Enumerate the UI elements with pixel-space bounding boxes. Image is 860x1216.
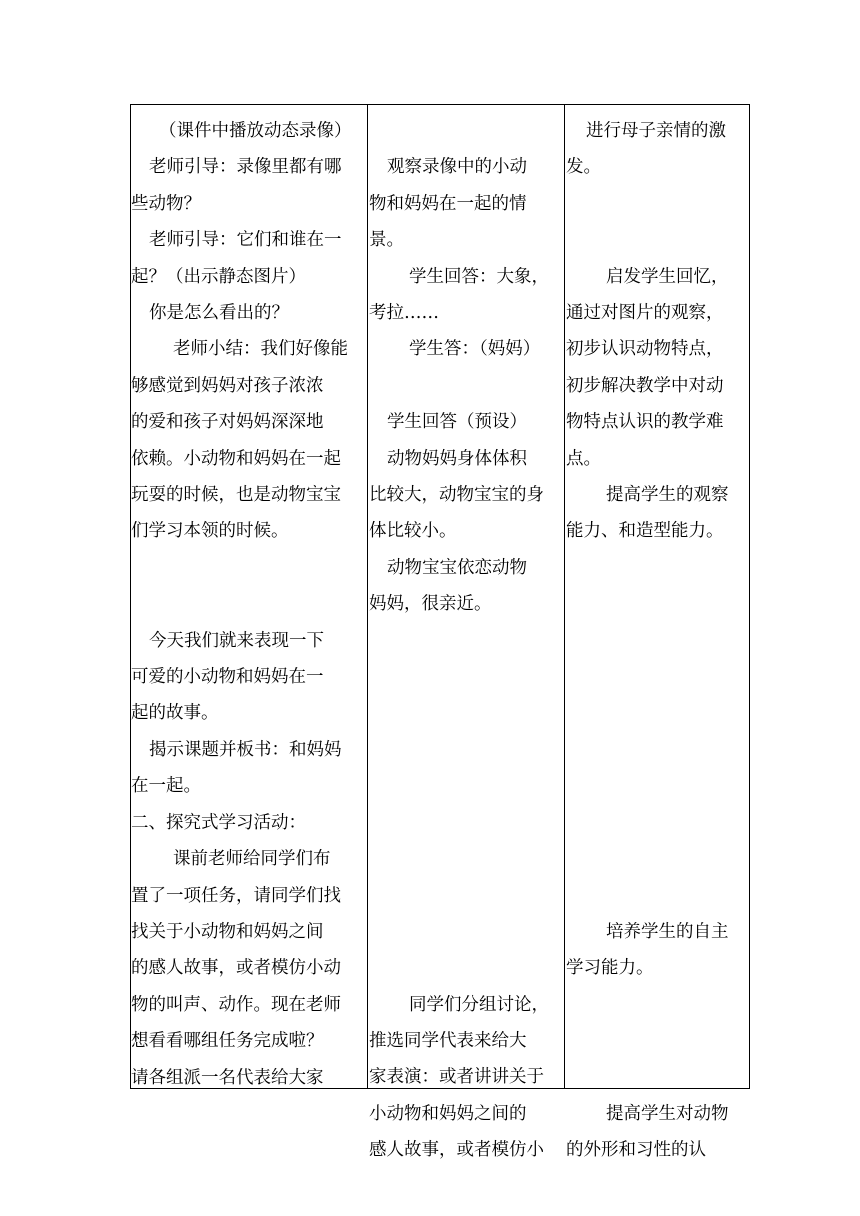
- text-line: 玩耍的时候，也是动物宝宝: [131, 485, 341, 506]
- design-intent-column: [566, 113, 748, 1169]
- text-line: 老师小结：我们好像能: [173, 339, 348, 360]
- text-line: 家表演：或者讲讲关于: [369, 1067, 544, 1088]
- text-line: 们学习本领的时候。: [131, 521, 289, 542]
- text-line: 起的故事。: [131, 703, 219, 724]
- text-line: 的感人故事，或者模仿小动: [131, 958, 341, 979]
- text-line: 学生回答（预设）: [387, 412, 527, 433]
- text-line: 初步认识动物特点，: [566, 339, 724, 360]
- text-line: 发。: [566, 157, 601, 178]
- text-line: 动物宝宝依恋动物: [387, 557, 527, 578]
- text-line: 提高学生对动物: [606, 1103, 729, 1124]
- text-line: 培养学生的自主: [606, 921, 729, 942]
- text-line: 老师引导：它们和谁在一: [149, 230, 342, 251]
- text-line: 请各组派一名代表给大家: [131, 1067, 324, 1088]
- teacher-activity-column: [131, 113, 367, 1096]
- text-line: 老师引导：录像里都有哪: [149, 157, 342, 178]
- text-line: 物的叫声、动作。现在老师: [131, 994, 341, 1015]
- text-line: 体比较小。: [369, 521, 457, 542]
- text-line: 想看看哪组任务完成啦？: [131, 1031, 324, 1052]
- text-line: 能力、和造型能力。: [566, 521, 724, 542]
- text-line: 同学们分组讨论，: [409, 994, 549, 1015]
- text-line: 动物妈妈身体体积: [387, 448, 527, 469]
- text-line: 学生回答：大象，: [409, 266, 549, 287]
- column-divider: [564, 105, 565, 1088]
- text-line: 揭示课题并板书：和妈妈: [149, 739, 342, 760]
- text-line: 启发学生回忆，: [606, 266, 729, 287]
- column-divider: [367, 105, 368, 1088]
- text-line: 学习能力。: [566, 958, 654, 979]
- text-line: 物特点认识的教学难: [566, 412, 724, 433]
- text-line: 感人故事，或者模仿小: [369, 1140, 544, 1161]
- text-line: 比较大，动物宝宝的身: [369, 485, 544, 506]
- text-line: 二、探究式学习活动：: [131, 812, 306, 833]
- text-line: 小动物和妈妈之间的: [369, 1103, 527, 1124]
- text-line: 观察录像中的小动: [387, 157, 527, 178]
- text-line: 在一起。: [131, 776, 201, 797]
- text-line: 今天我们就来表现一下: [149, 630, 324, 651]
- text-line: 考拉……: [369, 303, 439, 324]
- text-line: （课件中播放动态录像）: [159, 121, 352, 141]
- text-line: 课前老师给同学们布: [173, 849, 331, 870]
- text-line: 可爱的小动物和妈妈在一: [131, 667, 324, 688]
- text-line: 景。: [369, 230, 404, 251]
- text-line: 找关于小动物和妈妈之间: [131, 921, 324, 942]
- text-line: 通过对图片的观察，: [566, 303, 724, 323]
- text-line: 你是怎么看出的？: [149, 303, 289, 324]
- text-line: 的爱和孩子对妈妈深深地: [131, 412, 324, 433]
- lesson-plan-table: [130, 104, 750, 1161]
- text-line: 学生答：（妈妈）: [409, 339, 541, 360]
- text-line: 妈妈，很亲近。: [369, 594, 492, 615]
- text-line: 的外形和习性的认: [566, 1140, 706, 1161]
- text-line: 初步解决教学中对动: [566, 375, 724, 396]
- text-line: 些动物？: [131, 193, 201, 214]
- text-line: 依赖。小动物和妈妈在一起: [131, 448, 341, 469]
- text-line: 够感觉到妈妈对孩子浓浓: [131, 375, 324, 396]
- text-line: 提高学生的观察: [606, 485, 729, 506]
- student-activity-column: [369, 113, 564, 1169]
- text-line: 物和妈妈在一起的情: [369, 193, 527, 214]
- text-line: 置了一项任务，请同学们找: [131, 885, 341, 906]
- text-line: 点。: [566, 448, 601, 469]
- text-line: 推选同学代表来给大: [369, 1030, 527, 1051]
- text-line: 起？（出示静态图片）: [131, 266, 306, 287]
- text-line: 进行母子亲情的激: [586, 121, 726, 141]
